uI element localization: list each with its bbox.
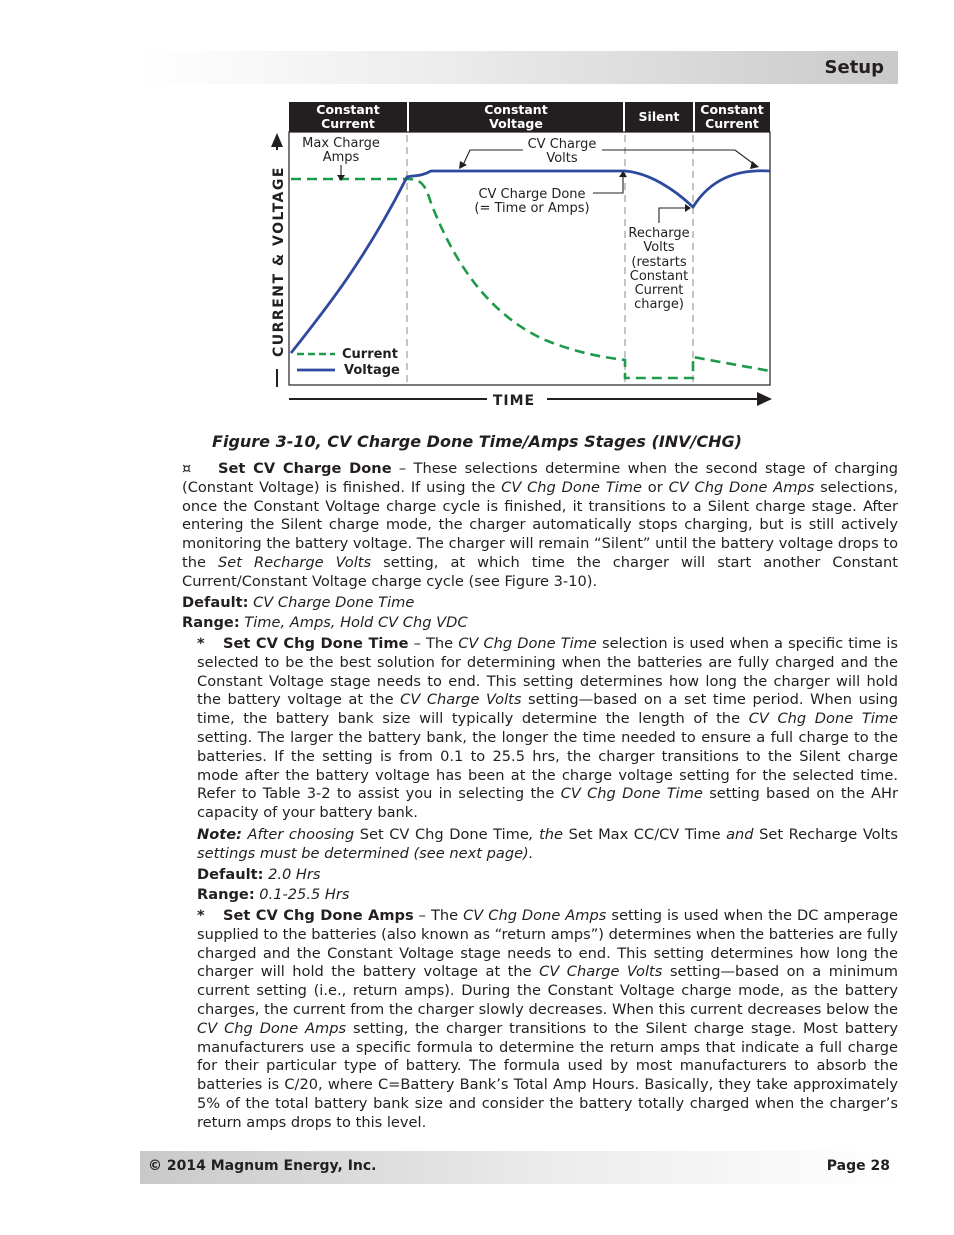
set-cv-chg-done-amps-title: Set CV Chg Done Amps	[223, 907, 414, 924]
set-cv-charge-done-paragraph	[182, 460, 898, 592]
text-run: – The	[413, 907, 464, 924]
stage-header	[289, 102, 770, 132]
annotation-recharge-line3: (restarts	[631, 255, 687, 270]
text-run: selections, once the Constant Voltage charge cycle is finished, it transitions to a Silent charge stage. After entering the Silent charge mode, the charger automatically stops charging, but is still actively monitoring the battery voltage. The charger will remain “Silent” until the battery voltage drops to the	[182, 478, 898, 571]
set-cv-chg-done-time-title: Set CV Chg Done Time	[223, 635, 409, 652]
stage-label-cc1-line1: Constant	[316, 102, 380, 117]
y-axis-label: CURRENT & VOLTAGE	[271, 166, 287, 357]
text-run: CV Chg Done Amps	[668, 478, 815, 496]
range-value: Time, Amps, Hold CV Chg VDC	[244, 614, 468, 632]
text-run: CV Chg Done Time	[501, 478, 642, 496]
footer-bar	[140, 1151, 898, 1184]
legend-voltage-label: Voltage	[344, 363, 400, 378]
text-run: selection is used when a specific time is selected to be the best solution for determining when the batteries are fully charged and the Constant Voltage stage needs to end. This setting determines how long the charger will hold the battery voltage at the	[197, 635, 899, 709]
leader-cv-volts-left	[463, 150, 523, 165]
text-run: setting, the charger transitions to the Silent charge stage. Most battery manufacturers use a specific formula to determine the return amps that indicate a full charge for their particular type of battery. The formula used by most manufacturers to absorb the batteries is C/20, where C=Battery Bank’s Total Amp Hours. Basically, they take approximately 5% of the total battery bank size and consider the battery totally charged when the charger’s return amps drops to this level.	[197, 1019, 898, 1131]
text-run: – These selections determine when the second stage of charging (Constant Voltage) is finished. If using the	[182, 460, 898, 496]
default-label: Default:	[197, 865, 264, 883]
text-run: CV Charge Volts	[539, 963, 663, 981]
stage-label-cv-line1: Constant	[484, 102, 548, 117]
section1-range	[182, 614, 898, 633]
range-label: Range:	[182, 614, 240, 632]
text-run: CV Chg Done Time	[458, 635, 597, 652]
text-run: setting based on the AHr capacity of your battery bank.	[197, 785, 898, 822]
text-run: CV Chg Done Time	[748, 710, 898, 728]
annotation-cv-charge-done-line1: CV Charge Done	[478, 187, 586, 202]
charge-stages-figure	[255, 95, 785, 417]
y-axis	[271, 133, 287, 387]
legend-current-label: Current	[342, 347, 398, 362]
text-run: Set Recharge Volts	[759, 825, 898, 843]
bullet-icon: ¤	[182, 460, 192, 477]
legend	[297, 347, 400, 378]
stage-label-silent: Silent	[638, 109, 680, 124]
text-run: After choosing	[241, 825, 360, 843]
text-run: setting is used when the DC amperage supplied to the batteries (also known as “return amps”) determines when the batteries are fully charged and the Constant Voltage stage needs to end. This setting determines how long the charger will hold the battery voltage at the	[197, 907, 898, 981]
star-bullet: *	[197, 907, 205, 924]
figure-caption: Figure 3-10, CV Charge Done Time/Amps Stages (INV/CHG)	[212, 432, 742, 451]
stage-label-cc2-line2: Current	[705, 116, 759, 131]
text-run: setting—based on a minimum current setting (i.e., return amps). During the Constant Voltage charge mode, as the battery charges, the current from the charger slowly decreases. When this current decreases below the	[197, 963, 898, 1018]
default-value: CV Charge Done Time	[253, 593, 415, 611]
annotation-recharge-line5: Current	[634, 283, 684, 298]
text-run: and	[720, 825, 760, 843]
range-value: 0.1-25.5 Hrs	[259, 886, 350, 904]
text-run: setting. The larger the battery bank, the longer the time needed to ensure a full charge to the batteries. If the setting is from 0.1 to 25.5 hrs, the charger transitions to the Silent charge mode after the battery voltage has been at the charge voltage setting for the selected time. Refer to Table 3-2 to assist you in selecting the	[197, 728, 898, 803]
stage-label-cv-line2: Voltage	[489, 116, 543, 131]
header-bar	[140, 51, 898, 84]
section1-default	[182, 594, 898, 613]
section-set-cv-chg-done-time	[197, 635, 898, 905]
annotation-max-charge-amps-line1: Max Charge	[302, 136, 380, 151]
range-label: Range:	[197, 886, 255, 904]
stage-label-cc1-line2: Current	[321, 116, 375, 131]
annotation-cv-charge-volts-line1: CV Charge	[527, 137, 597, 152]
text-run: – The	[408, 635, 459, 652]
annotation-recharge-line4: Constant	[629, 269, 689, 284]
leader-recharge	[659, 208, 689, 223]
text-run: CV Charge Volts	[400, 691, 522, 709]
y-axis-arrowhead	[271, 133, 283, 147]
text-run: CV Chg Done Time	[560, 785, 703, 803]
star-bullet: *	[197, 635, 205, 652]
text-run: CV Chg Done Amps	[197, 1019, 347, 1037]
x-axis-arrowhead	[757, 392, 772, 406]
set-cv-chg-done-amps-paragraph	[197, 907, 898, 1133]
section2-default	[197, 866, 898, 885]
annotation-recharge-line2: Volts	[643, 240, 675, 255]
set-cv-chg-done-time-paragraph	[197, 635, 898, 823]
section-set-cv-charge-done	[182, 460, 898, 633]
annotation-cv-charge-done-line2: (= Time or Amps)	[474, 201, 590, 216]
text-run: Set CV Chg Done Time	[359, 825, 529, 843]
section2-range	[197, 886, 898, 905]
section-title: Setup	[824, 57, 884, 78]
stage-label-cc2-line1: Constant	[700, 102, 764, 117]
text-run: setting, at which time the charger will start another Constant Current/Constant Voltage charge cycle (see Figure 3-10).	[182, 553, 898, 590]
copyright: © 2014 Magnum Energy, Inc.	[148, 1158, 377, 1174]
text-run: or	[642, 478, 669, 496]
annotation-max-charge-amps-line2: Amps	[322, 150, 360, 165]
annotation-recharge-line1: Recharge	[628, 226, 690, 241]
x-axis-label: TIME	[492, 393, 536, 409]
note-label: Note:	[197, 825, 242, 843]
page-number: Page 28	[826, 1158, 890, 1174]
text-run: settings must be determined (see next page).	[197, 844, 534, 862]
text-run: Set Max CC/CV Time	[568, 825, 721, 843]
leader-cv-done	[593, 175, 623, 193]
text-run: Set Recharge Volts	[218, 553, 372, 571]
default-label: Default:	[182, 593, 249, 611]
text-run: , the	[528, 825, 569, 843]
arrowhead-cv-volts-left	[459, 161, 467, 169]
annotation-cv-charge-volts-line2: Volts	[546, 151, 578, 166]
annotation-recharge-line6: charge)	[634, 297, 684, 312]
section-set-cv-chg-done-amps	[197, 907, 898, 1133]
text-run: setting—based on a set time period. When using time, the battery bank size will typically determine the length of the	[197, 691, 899, 728]
section2-note	[197, 826, 898, 864]
x-axis	[289, 392, 772, 409]
default-value: 2.0 Hrs	[268, 865, 321, 883]
text-run: CV Chg Done Amps	[463, 907, 607, 924]
set-cv-charge-done-title: Set CV Charge Done	[218, 460, 392, 477]
